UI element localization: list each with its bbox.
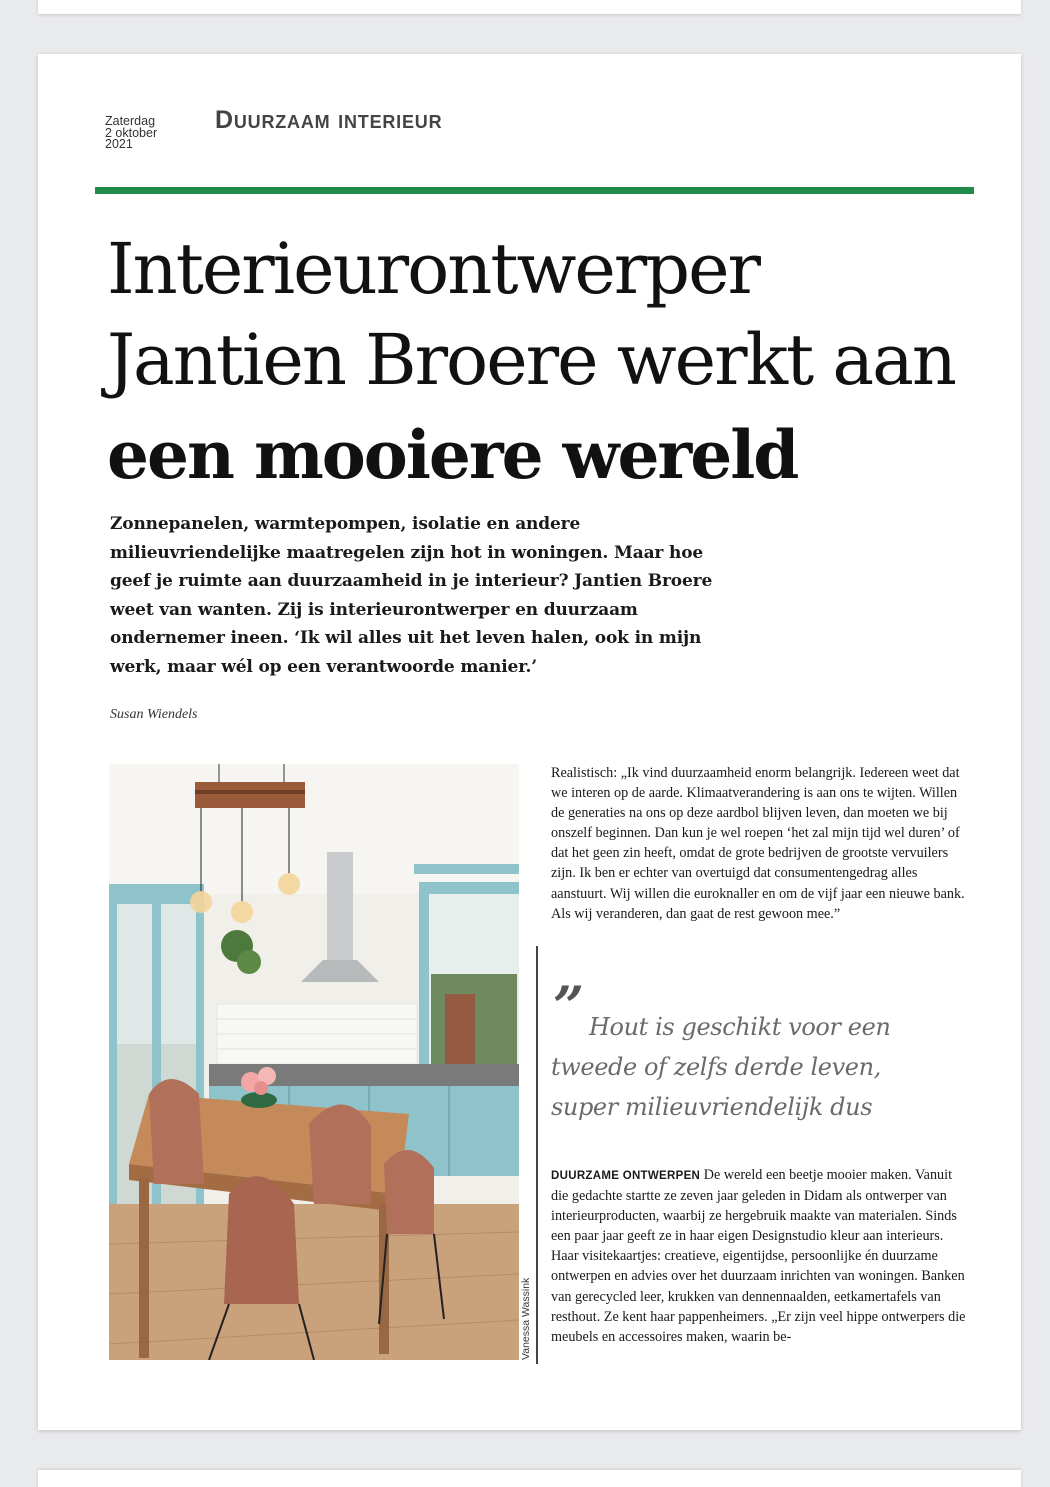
section-title: Duurzaam interieur bbox=[215, 106, 443, 134]
quote-mark-icon: ” bbox=[553, 974, 585, 1038]
headline-line-3: een mooiere wereld bbox=[107, 416, 798, 494]
column-rule bbox=[536, 946, 538, 1364]
headline-line-2: Jantien Broere werkt aan bbox=[107, 319, 955, 401]
photo-credit: Vanessa Wassink bbox=[520, 1277, 532, 1360]
pull-quote bbox=[551, 1007, 951, 1127]
kitchen-illustration bbox=[109, 764, 519, 1360]
date-weekday: Zaterdag bbox=[105, 114, 156, 128]
section-rule bbox=[95, 187, 974, 194]
headline-line-1: Interieurontwerper bbox=[107, 228, 759, 310]
date-year: 2021 bbox=[105, 137, 133, 151]
magazine-page bbox=[38, 54, 1021, 1430]
intro-paragraph: Zonnepanelen, warmtepompen, isolatie en andere milieuvriendelijke maatregelen zijn hot in woningen. Maar hoe geef je ruimte aan duurzaamheid in je interieur? Jantien Broere weet van wanten. Zij is interieurontwerper en duurzaam ondernemer ineen. ‘Ik wil alles uit het leven halen, ook in mijn werk, maar wél op een verantwoorde manier.’ bbox=[110, 514, 713, 677]
article-paragraph-2 bbox=[551, 1165, 971, 1347]
previous-page-edge bbox=[38, 0, 1021, 14]
article-paragraph-1: Realistisch: „Ik vind duurzaamheid enorm belangrijk. Iedereen weet dat we interen op de aarde. Klimaatverandering is aan ons te wijten. Willen de generaties na ons op deze aardbol blijven leven, dan moeten we bij onszelf beginnen. Dan kun je wel roepen ‘het zal mijn tijd wel duren’ of dat het geen zin heeft, omdat de grote bedrijven de grootste vervuilers zijn. Ik ben er echter van overtuigd dat consumentengedrag alles aanstuurt. Wij willen die euroknaller en om de vijf jaar een nieuwe bank. Als wij veranderen, dan gaat de rest gewoon mee.” bbox=[551, 765, 965, 922]
headline bbox=[107, 224, 987, 503]
article-paragraph-2-text: De wereld een beetje mooier maken. Vanuit die gedachte startte ze zeven jaar geleden in Didam als ontwerper van interieurproducten, waarbij ze hergebruik maakte van materialen. Sinds een paar jaar geeft ze in haar eigen Designstudio kleur aan interieurs. Haar visitekaartjes: creatieve, eigentijdse, persoonlijke én duurzame ontwerpen en advies over het duurzaam inrichten van woningen. Banken van gerecycled leer, krukken van dennennaalden, eetkamertafels van resthout. Ze kent haar pappenheimers. „Er zijn veel hippe ontwerpers die meubels en accessoires maken, waarin be- bbox=[551, 1167, 966, 1345]
kitchen-photo bbox=[109, 764, 519, 1360]
pull-quote-line-1: Hout is geschikt voor een bbox=[589, 1013, 891, 1041]
author-byline: Susan Wiendels bbox=[110, 707, 198, 722]
next-page-edge bbox=[38, 1470, 1021, 1487]
pull-quote-line-3: super milieuvriendelijk dus bbox=[551, 1093, 873, 1121]
issue-date bbox=[105, 116, 157, 151]
date-day-month: 2 oktober bbox=[105, 125, 158, 140]
section-kicker: DUURZAME ONTWERPEN bbox=[551, 1170, 701, 1182]
pull-quote-line-2: tweede of zelfs derde leven, bbox=[551, 1053, 881, 1081]
